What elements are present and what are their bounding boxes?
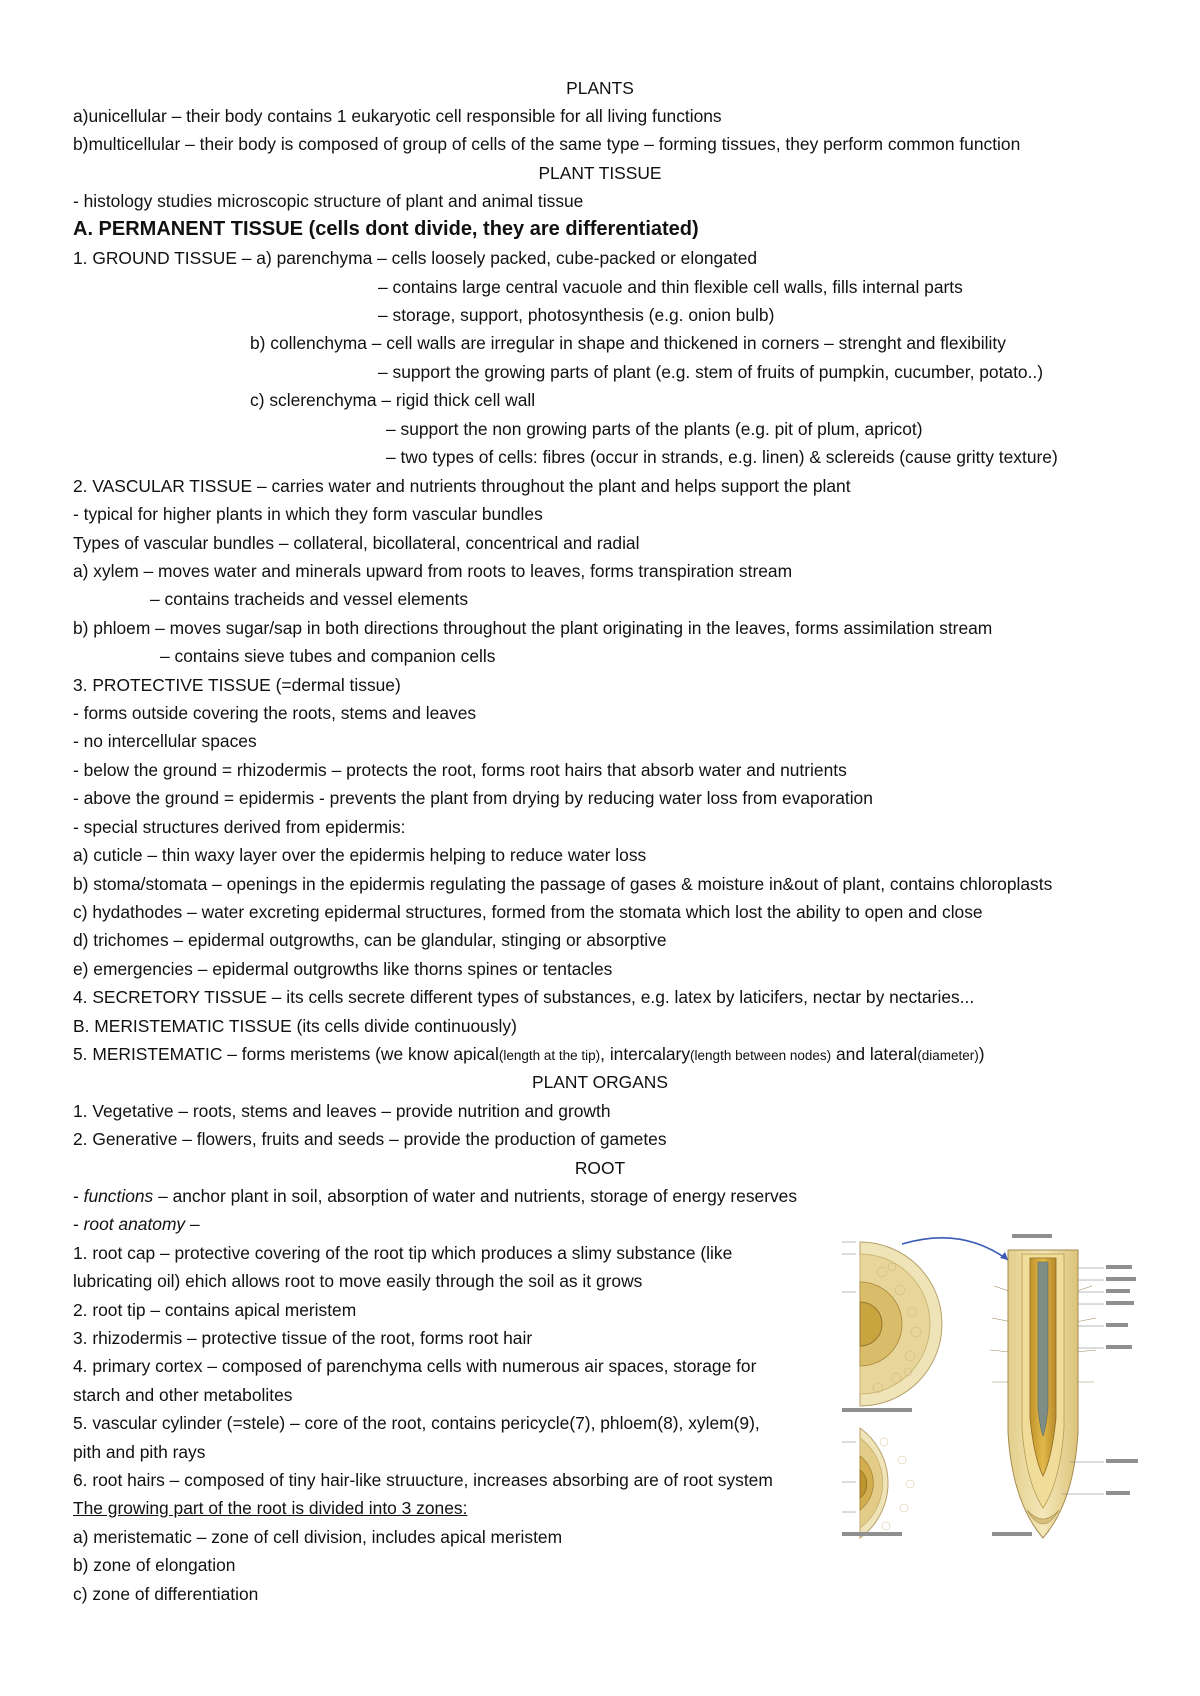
- title-plant-tissue: PLANT TISSUE: [538, 163, 662, 183]
- root-zone-item: b) zone of elongation: [73, 1555, 236, 1575]
- organs-generative: 2. Generative – flowers, fruits and seeds – provide the production of gametes: [73, 1129, 667, 1149]
- meristematic-line: [73, 1043, 985, 1067]
- ground-tissue-line: – contains large central vacuole and thin flexible cell walls, fills internal parts: [378, 277, 963, 297]
- meristematic-text: , intercalary: [600, 1044, 691, 1064]
- meristematic-text: and lateral: [831, 1044, 918, 1064]
- plants-multicellular: b)multicellular – their body is composed of group of cells of the same type – forming tissues, they perform common function: [73, 134, 1021, 154]
- root-functions-label: functions: [83, 1186, 154, 1206]
- root-anatomy-item: 3. rhizodermis – protective tissue of the root, forms root hair: [73, 1328, 533, 1348]
- meristematic-note: (length at the tip): [498, 1048, 601, 1063]
- vascular-tissue-line: Types of vascular bundles – collateral, bicollateral, concentrical and radial: [73, 533, 640, 553]
- meristematic-note: (diameter): [917, 1048, 979, 1063]
- protective-tissue-line: - forms outside covering the roots, stems and leaves: [73, 703, 477, 723]
- ground-tissue-line: – support the non growing parts of the plants (e.g. pit of plum, apricot): [386, 419, 923, 439]
- vascular-tissue-line: b) phloem – moves sugar/sap in both directions throughout the plant originating in the leaves, forms assimilation stream: [73, 618, 993, 638]
- ground-tissue-line: – two types of cells: fibres (occur in strands, e.g. linen) & sclereids (cause gritty texture): [386, 447, 1058, 467]
- histology-line: - histology studies microscopic structure of plant and animal tissue: [73, 191, 584, 211]
- ground-tissue-line: c) sclerenchyma – rigid thick cell wall: [250, 390, 536, 410]
- protective-tissue-line: - above the ground = epidermis - prevents the plant from drying by reducing water loss from evaporation: [73, 788, 873, 808]
- secretory-tissue-line: 4. SECRETORY TISSUE – its cells secrete different types of substances, e.g. latex by laticifers, nectar by nectaries...: [73, 987, 975, 1007]
- root-anatomy-item: 1. root cap – protective covering of the root tip which produces a slimy substance (like: [73, 1243, 733, 1263]
- protective-tissue-line: - no intercellular spaces: [73, 731, 257, 751]
- root-anatomy-line: [73, 1213, 200, 1235]
- title-plant-organs: PLANT ORGANS: [532, 1072, 668, 1092]
- root-anatomy-item: 5. vascular cylinder (=stele) – core of the root, contains pericycle(7), phloem(8), xylem(9),: [73, 1413, 760, 1433]
- protective-tissue-line: 3. PROTECTIVE TISSUE (=dermal tissue): [73, 675, 401, 695]
- protective-tissue-line: c) hydathodes – water excreting epidermal structures, formed from the stomata which lost the ability to open and close: [73, 902, 983, 922]
- protective-tissue-line: - below the ground = rhizodermis – protects the root, forms root hairs that absorb water and nutrients: [73, 760, 847, 780]
- protective-tissue-line: e) emergencies – epidermal outgrowths like thorns spines or tentacles: [73, 959, 613, 979]
- ground-tissue-line: – support the growing parts of plant (e.g. stem of fruits of pumpkin, cucumber, potato..): [378, 362, 1044, 382]
- meristematic-text: ): [978, 1044, 985, 1064]
- root-anatomy-item: 6. root hairs – composed of tiny hair-like struucture, increases absorbing are of root system: [73, 1470, 773, 1490]
- root-zone-item: a) meristematic – zone of cell division, includes apical meristem: [73, 1527, 563, 1547]
- root-anatomy-illustration-icon: [842, 1232, 1142, 1544]
- meristematic-text: 5. MERISTEMATIC – forms meristems (we know apical: [73, 1044, 499, 1064]
- root-zones-heading: The growing part of the root is divided into 3 zones:: [73, 1498, 468, 1518]
- root-anatomy-dash: -: [73, 1214, 84, 1234]
- root-anatomy-item: pith and pith rays: [73, 1442, 206, 1462]
- plants-unicellular: a)unicellular – their body contains 1 eukaryotic cell responsible for all living functions: [73, 106, 722, 126]
- ground-tissue-line: b) collenchyma – cell walls are irregular in shape and thickened in corners – strenght and flexibility: [250, 333, 1006, 353]
- title-plants: PLANTS: [566, 78, 634, 98]
- root-functions-text: – anchor plant in soil, absorption of water and nutrients, storage of energy reserves: [153, 1186, 798, 1206]
- protective-tissue-line: - special structures derived from epidermis:: [73, 817, 406, 837]
- ground-tissue-line: 1. GROUND TISSUE – a) parenchyma – cells loosely packed, cube-packed or elongated: [73, 248, 758, 268]
- title-root: ROOT: [574, 1158, 626, 1178]
- root-anatomy-item: starch and other metabolites: [73, 1385, 293, 1405]
- root-anatomy-item: 2. root tip – contains apical meristem: [73, 1300, 357, 1320]
- root-anatomy-item: lubricating oil) ehich allows root to move easily through the soil as it grows: [73, 1271, 643, 1291]
- root-anatomy-label: root anatomy: [83, 1214, 186, 1234]
- ground-tissue-line: – storage, support, photosynthesis (e.g. onion bulb): [378, 305, 775, 325]
- meristematic-note: (length between nodes): [690, 1048, 832, 1063]
- permanent-tissue-heading: A. PERMANENT TISSUE (cells dont divide, they are differentiated): [73, 218, 699, 240]
- protective-tissue-line: b) stoma/stomata – openings in the epidermis regulating the passage of gases & moisture in&out of plant, contains chloroplasts: [73, 874, 1053, 894]
- root-zone-item: c) zone of differentiation: [73, 1584, 259, 1604]
- vascular-tissue-line: 2. VASCULAR TISSUE – carries water and nutrients throughout the plant and helps support the plant: [73, 476, 851, 496]
- protective-tissue-line: a) cuticle – thin waxy layer over the epidermis helping to reduce water loss: [73, 845, 647, 865]
- vascular-tissue-line: – contains tracheids and vessel elements: [150, 589, 469, 609]
- root-functions-dash: -: [73, 1186, 84, 1206]
- root-functions-line: [73, 1185, 797, 1207]
- root-anatomy-suffix: –: [185, 1214, 200, 1234]
- vascular-tissue-line: a) xylem – moves water and minerals upward from roots to leaves, forms transpiration stream: [73, 561, 793, 581]
- meristematic-tissue-heading: B. MERISTEMATIC TISSUE (its cells divide continuously): [73, 1016, 517, 1036]
- organs-vegetative: 1. Vegetative – roots, stems and leaves – provide nutrition and growth: [73, 1101, 611, 1121]
- vascular-tissue-line: - typical for higher plants in which they form vascular bundles: [73, 504, 543, 524]
- vascular-tissue-line: – contains sieve tubes and companion cells: [160, 646, 496, 666]
- protective-tissue-line: d) trichomes – epidermal outgrowths, can be glandular, stinging or absorptive: [73, 930, 667, 950]
- root-anatomy-item: 4. primary cortex – composed of parenchyma cells with numerous air spaces, storage for: [73, 1356, 757, 1376]
